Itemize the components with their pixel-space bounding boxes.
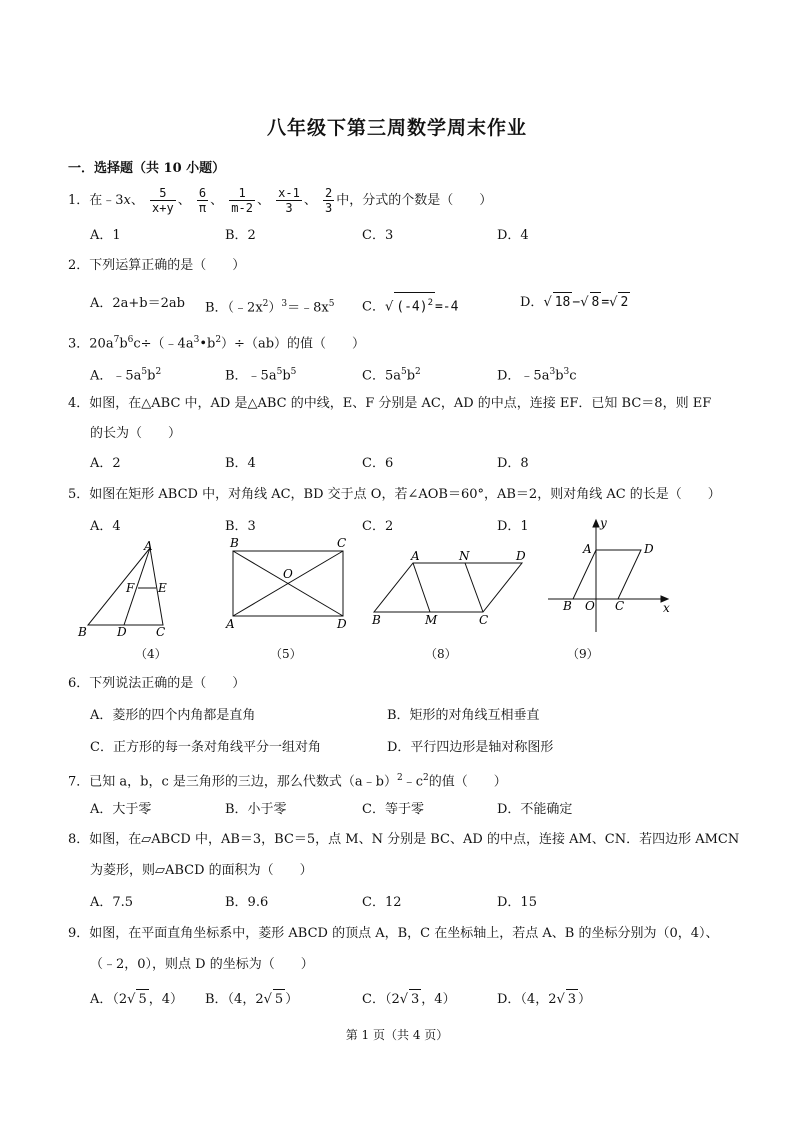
question-2-option-d: D．√ 18 −√ 8 =√ 2: [520, 292, 630, 313]
question-1-option-b: B．2: [225, 228, 256, 243]
question-7-option-a: A．大于零: [90, 802, 152, 817]
question-9-option-a: A．（2√ 5 ，4）: [90, 989, 183, 1010]
question-6-stem: 6．下列说法正确的是（ ）: [68, 676, 246, 691]
fraction-5: $\frac{2}{3}$: [324, 186, 333, 215]
figure-8-abcd: [374, 563, 522, 612]
question-2-option-a: A．2a+b＝2ab: [90, 296, 185, 311]
figure-8-parallelogram: [374, 563, 522, 612]
figure-8-label-n: N: [459, 549, 470, 563]
question-7-option-c: C．等于零: [362, 802, 424, 817]
question-7-option-d: D．不能确定: [497, 802, 573, 817]
figure-9-coordinate-rhombus: [548, 520, 668, 632]
figure-5-label-d: D: [337, 617, 347, 631]
figure-9-label-o: O: [585, 599, 595, 613]
question-4-stem-line-1: 4．如图，在△ABC 中，AD 是△ABC 的中线，E、F 分别是 AC，AD 的中点，连接 EF．已知 BC＝8，则 EF: [68, 396, 712, 411]
figure-8-segment-am: [413, 563, 430, 612]
figure-4-caption: （4）: [135, 647, 167, 661]
figure-9-abcd: [573, 550, 641, 599]
question-5-option-a: A．4: [90, 519, 121, 534]
figure-8-label-d: D: [516, 549, 526, 563]
question-8-option-c: C．12: [362, 895, 402, 910]
question-6-option-b: B．矩形的对角线互相垂直: [387, 708, 540, 723]
figure-4-label-a: A: [144, 539, 153, 553]
figure-8-segment-cn: [465, 563, 483, 612]
question-6-option-c: C．正方形的每一条对角线平分一组对角: [90, 740, 321, 755]
question-4-option-c: C．6: [362, 456, 394, 471]
figure-9-label-d: D: [644, 542, 654, 556]
question-9-option-d: D．（4，2√ 3 ）: [497, 989, 591, 1010]
question-1-option-a: A．1: [90, 228, 121, 243]
figure-9-label-x: x: [663, 601, 670, 615]
question-1-option-d: D．4: [497, 228, 529, 243]
figure-4-label-b: B: [78, 625, 87, 639]
figure-8-label-b: B: [372, 613, 381, 627]
question-9-stem-line-1: 9．如图，在平面直角坐标系中，菱形 ABCD 的顶点 A，B，C 在坐标轴上，若点 A、B 的坐标分别为（0，4）、: [68, 926, 719, 941]
question-5-option-b: B．3: [225, 519, 256, 534]
question-9-option-c: C．（2√ 3 ，4）: [362, 989, 456, 1010]
figure-5-caption: （5）: [270, 647, 302, 661]
question-3-option-b: B．$﹣5a^5b^5$: [225, 367, 297, 384]
figure-5-label-a: A: [226, 617, 235, 631]
question-4-option-b: B．4: [225, 456, 256, 471]
question-6-option-d: D．平行四边形是轴对称图形: [387, 740, 554, 755]
question-3-option-a: A．$﹣5a^5b^2$: [90, 367, 162, 384]
question-8-option-b: B．9.6: [225, 895, 269, 910]
figure-8-label-m: M: [425, 613, 438, 627]
fraction-2: $\frac{6}{\pi}$: [198, 186, 207, 215]
question-1-option-c: C．3: [362, 228, 394, 243]
page-title: 八年级下第三周数学周末作业: [266, 117, 527, 139]
question-7-stem: 7．已知 a，b，c 是三角形的三边，那么代数式$(a﹣b)^2﹣c^2$的值（ ）: [68, 773, 507, 790]
figure-8-caption: （8）: [425, 647, 457, 661]
figure-5-label-b: B: [230, 536, 239, 550]
figure-9-label-a: A: [583, 542, 592, 556]
question-1-stem: 1．在﹣3x、 $\frac{5}{x+y}$ 、 $\frac{6}{\pi}$ 、 $\frac{1}{m-2}$ 、 $\frac{x-1}{3}$ 、 $\frac{2}{3}$ 中，分式的个数是（ ）: [68, 186, 493, 215]
question-8-option-a: A．7.5: [90, 895, 134, 910]
figure-9-label-y: y: [600, 516, 607, 530]
question-9-option-b: B．（4，2√ 5 ）: [205, 989, 298, 1010]
figure-4-label-f: F: [126, 581, 135, 595]
fraction-1: $\frac{5}{x+y}$: [152, 186, 174, 215]
figure-8-label-c: C: [479, 613, 489, 627]
figure-4-label-c: C: [156, 625, 166, 639]
question-8-stem-line-2: 为菱形，则▱ABCD 的面积为（ ）: [90, 863, 313, 878]
question-3-option-c: C．$5a^5b^2$: [362, 367, 421, 384]
figure-9-caption: （9）: [567, 647, 599, 661]
figure-4-label-d: D: [117, 625, 127, 639]
fraction-4: $\frac{x-1}{3}$: [278, 186, 300, 215]
figure-9-y-arrow: [593, 520, 599, 527]
figure-8-label-a: A: [411, 549, 420, 563]
question-4-option-d: D．8: [497, 456, 529, 471]
question-6-option-a: A．菱形的四个内角都是直角: [90, 708, 256, 723]
question-4-option-a: A．2: [90, 456, 121, 471]
figure-5-rectangle: [233, 551, 343, 616]
question-2-option-c: C．√ $(-4)^2 =-4$: [362, 292, 458, 317]
question-5-option-c: C．2: [362, 519, 394, 534]
section-heading: 一．选择题（共 10 小题）: [68, 161, 226, 176]
question-8-stem-line-1: 8．如图，在▱ABCD 中，AB＝3，BC＝5，点 M、N 分别是 BC、AD 的中点，连接 AM、CN．若四边形 AMCN: [68, 832, 740, 847]
question-9-stem-line-2: （﹣2，0），则点 D 的坐标为（ ）: [90, 957, 314, 972]
question-2-stem: 2．下列运算正确的是（ ）: [68, 258, 246, 273]
question-4-stem-line-2: 的长为（ ）: [90, 426, 182, 441]
figure-9-label-b: B: [563, 599, 572, 613]
question-3-stem: 3．$20a^7b^6c\div(﹣4a^3•b^2)\div(ab)$的值（ ）: [68, 335, 366, 352]
question-5-option-d: D．1: [497, 519, 529, 534]
figure-5-label-c: C: [337, 536, 347, 550]
question-2-option-b: B．$(﹣2x^2)^3=﹣8x^5$: [205, 299, 335, 316]
figure-9-label-c: C: [615, 599, 625, 613]
figure-5-label-o: O: [283, 567, 293, 581]
question-7-option-b: B．小于零: [225, 802, 287, 817]
figure-4-label-e: E: [158, 581, 167, 595]
page-footer: 第 1 页（共 4 页）: [345, 1028, 449, 1042]
question-5-stem: 5．如图在矩形 ABCD 中，对角线 AC，BD 交于点 O，若∠AOB＝60°，AB＝2，则对角线 AC 的长是（ ）: [68, 487, 721, 502]
fraction-3: $\frac{1}{m-2}$: [231, 186, 253, 215]
question-8-option-d: D．15: [497, 895, 537, 910]
question-3-option-d: D．$﹣5a^3b^3c$: [497, 367, 577, 384]
